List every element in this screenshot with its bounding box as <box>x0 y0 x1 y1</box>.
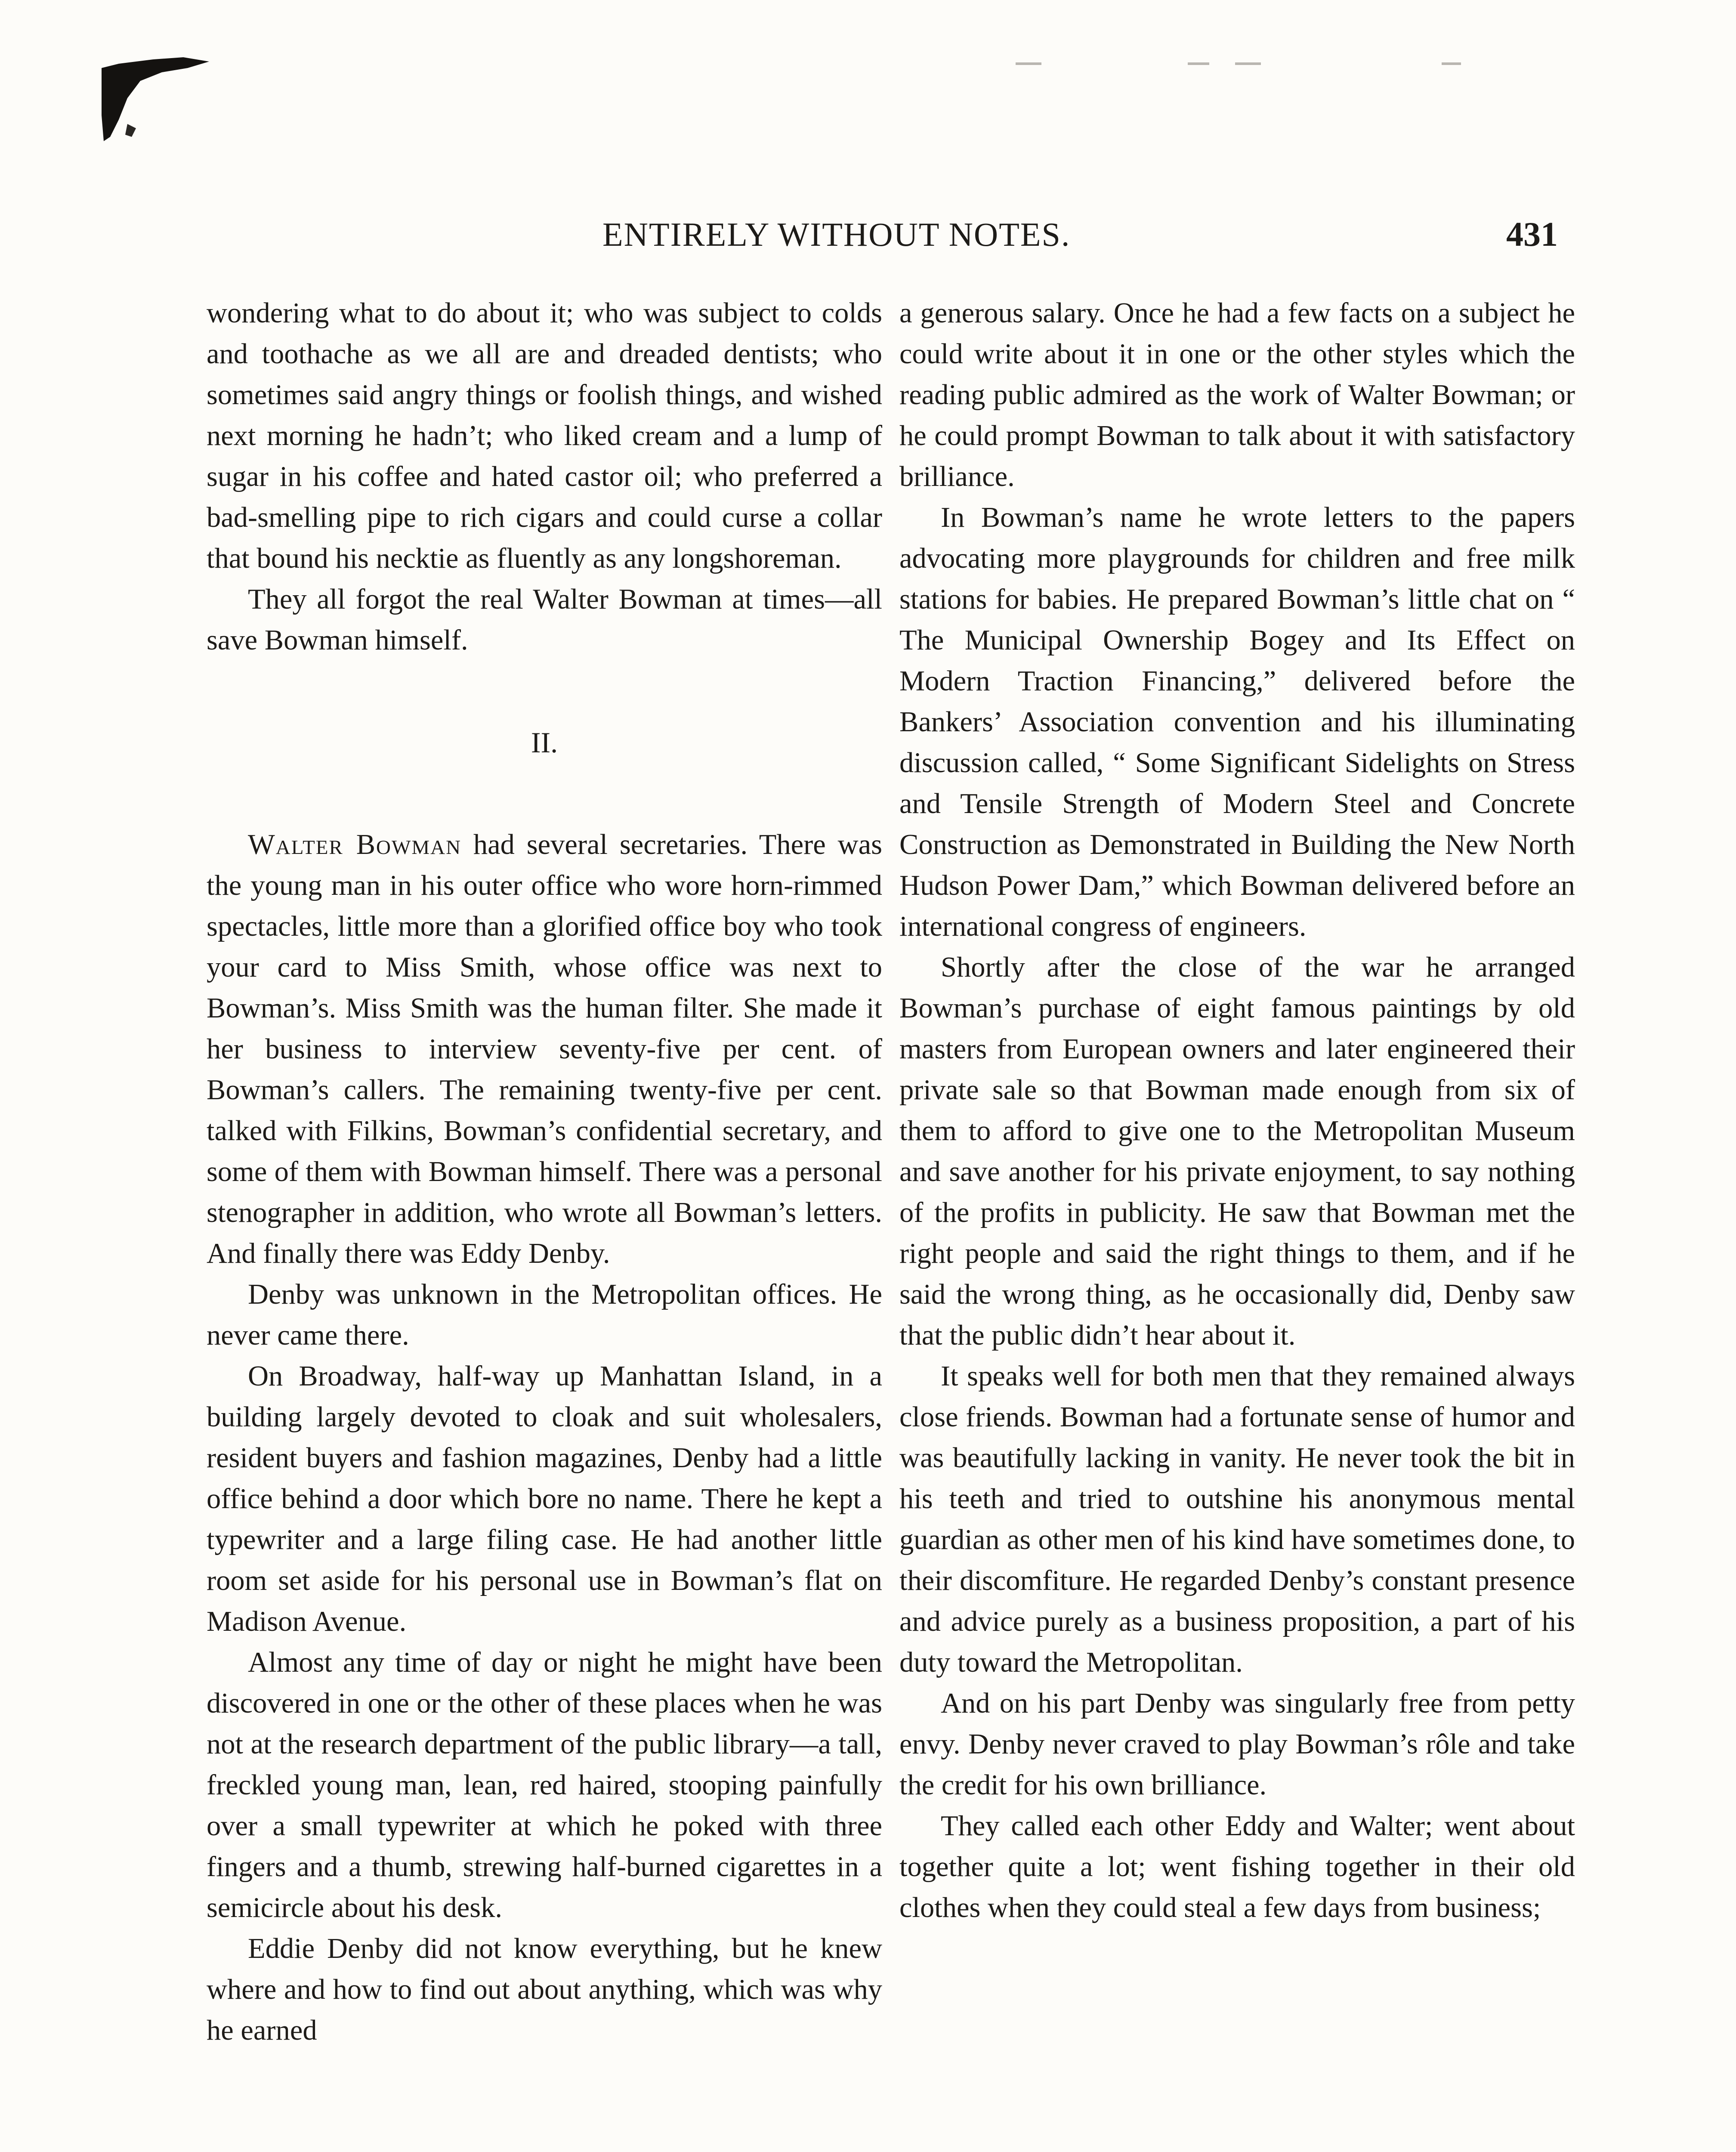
left-column <box>207 293 882 2051</box>
scan-mark <box>1235 62 1261 65</box>
paragraph: Almost any time of day or night he might have been discovered in one or the other of these places when he was not at the research department of the public library—a tall, freckled young man, lean, red haired, stooping painfully over a small typewriter at which he poked with three fingers and a thumb, strewing half-burned cigarettes in a semicircle about his desk. <box>207 1647 882 1923</box>
page-number: 431 <box>1506 216 1558 254</box>
paragraph: They all forgot the real Walter Bowman at times—all save Bowman himself. <box>207 584 882 656</box>
paragraph: It speaks well for both men that they remained always close friends. Bowman had a fortunate sense of humor and was beautifully lacking in vanity. He never took the bit in his teeth and tried to outshine his anonymous mental guardian as other men of his kind have sometimes done, to their discomfiture. He regarded Denby’s constant presence and advice purely as a business proposition, a part of his duty toward the Metropolitan. <box>899 1360 1575 1678</box>
running-head <box>202 215 1558 267</box>
running-title: ENTIRELY WITHOUT NOTES. <box>602 216 1071 253</box>
paragraph: And on his part Denby was singularly free from petty envy. Denby never craved to play Bowman’s rôle and take the credit for his own brilliance. <box>899 1688 1575 1801</box>
paragraph: Denby was unknown in the Metropolitan offices. He never came there. <box>207 1279 882 1351</box>
scan-mark <box>1016 62 1041 65</box>
paragraph: Shortly after the close of the war he arranged Bowman’s purchase of eight famous paintings by old masters from European owners and later engineered their private sale so that Bowman made enough from six of them to afford to give one to the Metropolitan Museum and save another for his private enjoyment, to say nothing of the profits in publicity. He saw that Bowman met the right people and said the right things to them, and if he said the wrong thing, as he occasionally did, Denby saw that the public didn’t hear about it. <box>899 952 1575 1351</box>
small-caps-name: Walter Bowman <box>248 829 462 860</box>
paragraph: a generous salary. Once he had a few facts on a subject he could write about it in one or the other styles which the reading public admired as the work of Walter Bowman; or he could prompt Bowman to talk about it with satisfactory brilliance. <box>899 297 1575 492</box>
right-column <box>899 293 1575 1928</box>
paragraph: In Bowman’s name he wrote letters to the papers advocating more playgrounds for children and free milk stations for babies. He prepared Bowman’s little chat on “ The Municipal Ownership Bogey and Its Effect on Modern Traction Financing,” delivered before the Bankers’ Association convention and his illuminating discussion called, “ Some Significant Sidelights on Stress and Tensile Strength of Modern Steel and Concrete Construction as Demonstrated in Building the New North Hudson Power Dam,” which Bowman delivered before an international congress of engineers. <box>899 502 1575 942</box>
scan-mark <box>1442 62 1461 65</box>
scan-mark <box>1188 62 1209 65</box>
paragraph: wondering what to do about it; who was subject to colds and toothache as we all are and dreaded dentists; who sometimes said angry things or foolish things, and wished next morning he hadn’t; who liked cream and a lump of sugar in his coffee and hated castor oil; who preferred a bad-smelling pipe to rich cigars and could curse a collar that bound his necktie as fluently as any longshoreman. <box>207 297 882 574</box>
paragraph: They called each other Eddy and Walter; went about together quite a lot; went fishing together in their old clothes when they could steal a few days from business; <box>899 1810 1575 1923</box>
paragraph <box>207 824 882 1274</box>
scan-blot-top <box>102 51 209 145</box>
paragraph: Eddie Denby did not know everything, but he knew where and how to find out about anything, which was why he earned <box>207 1933 882 2046</box>
paragraph: On Broadway, half-way up Manhattan Island, in a building largely devoted to cloak and suit wholesalers, resident buyers and fashion magazines, Denby had a little office behind a door which bore no name. There he kept a typewriter and a large filing case. He had another little room set aside for his personal use in Bowman’s flat on Madison Avenue. <box>207 1360 882 1637</box>
section-heading: II. <box>531 726 558 759</box>
paragraph-text: had several secretaries. There was the young man in his outer office who wore horn-rimmed spectacles, little more than a glorified office boy who took your card to Miss Smith, whose office was next to Bowman’s. Miss Smith was the human filter. She made it her business to interview seventy-five per cent. of Bowman’s callers. The remaining twenty-five per cent. talked with Filkins, Bowman’s confidential secretary, and some of them with Bowman himself. There was a personal stenographer in addition, who wrote all Bowman’s letters. And finally there was Eddy Denby. <box>207 829 882 1269</box>
